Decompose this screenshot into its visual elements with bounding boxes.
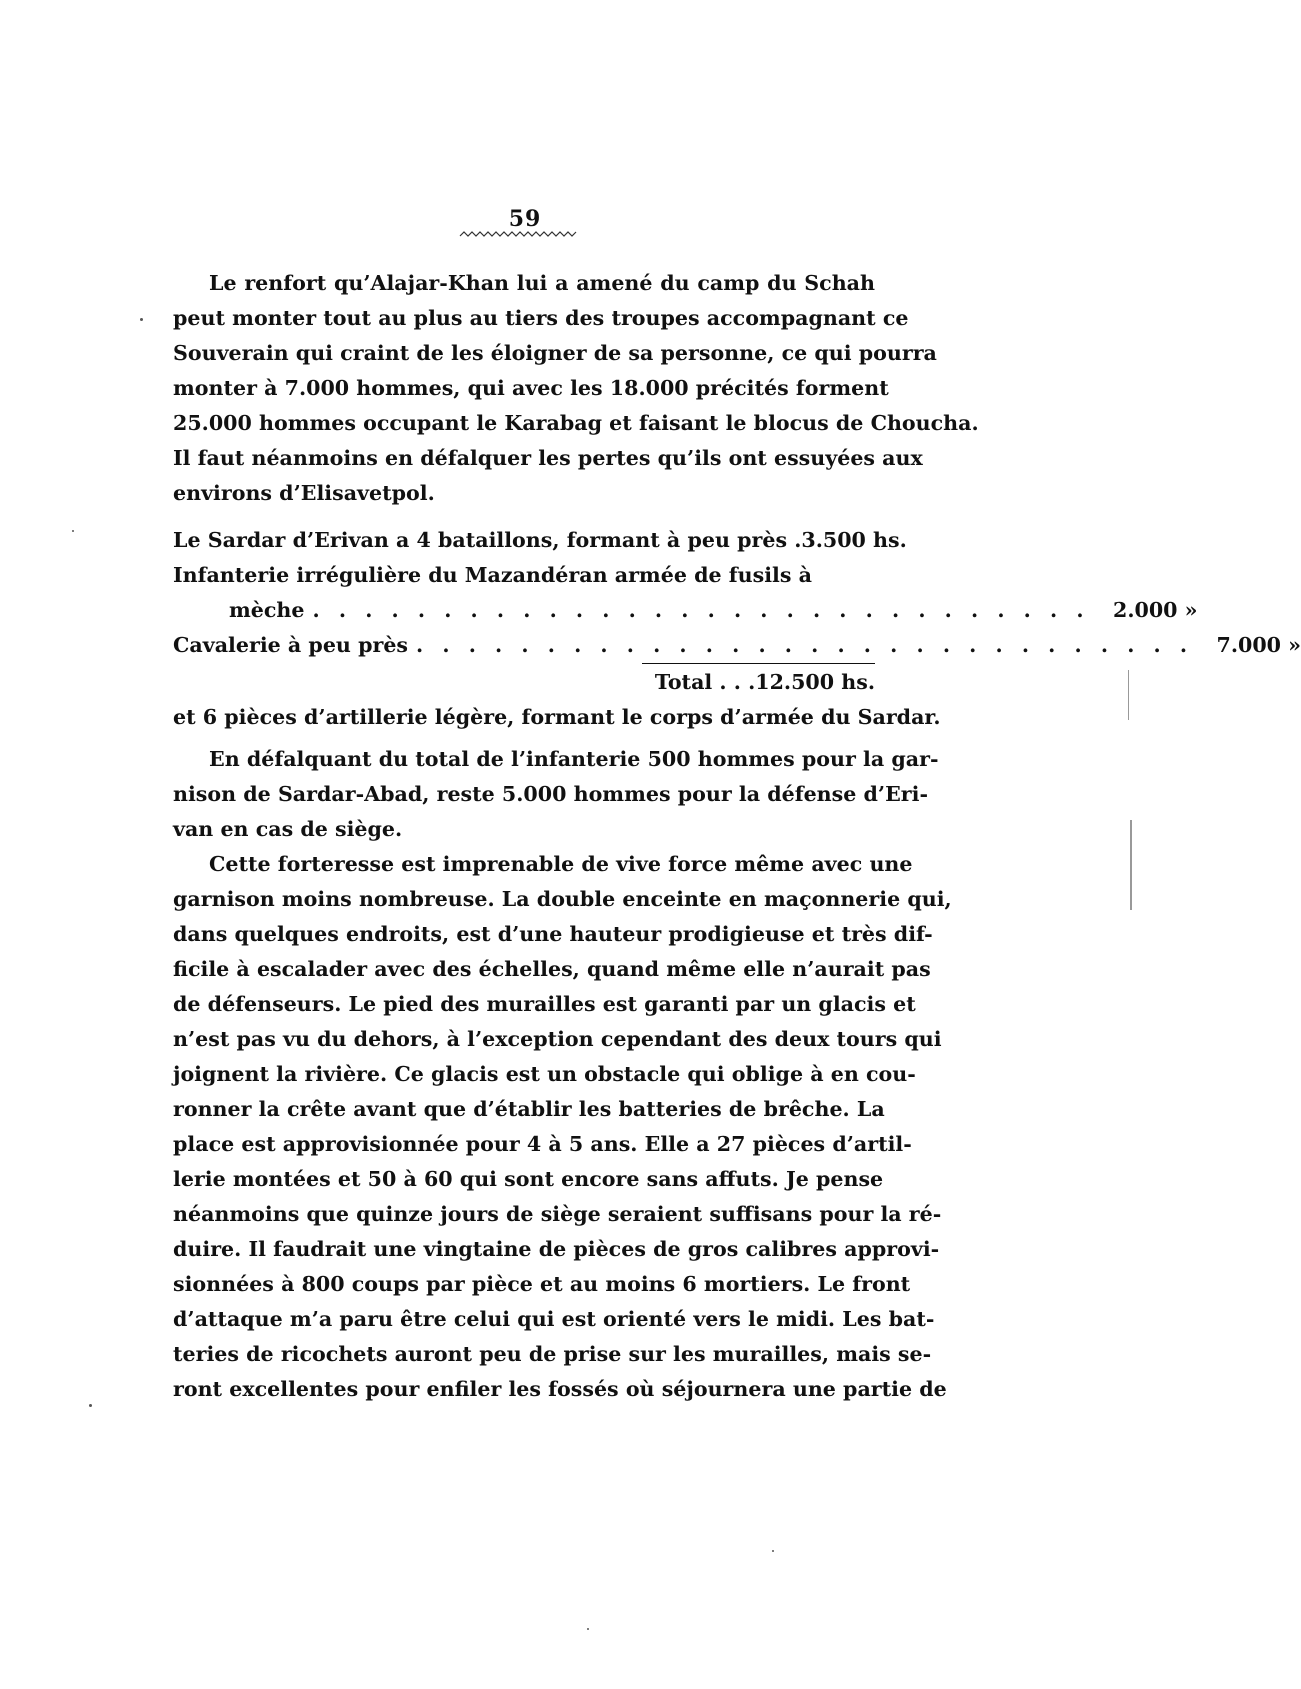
- text-line: de défenseurs. Le pied des murailles est garanti par un glacis et: [173, 992, 916, 1016]
- table-row: [173, 558, 875, 593]
- text-line: Cette forteresse est imprenable de vive force même avec une: [209, 852, 913, 876]
- text-line: nison de Sardar-Abad, reste 5.000 hommes pour la défense d’Eri-: [173, 782, 929, 806]
- table-row: [173, 628, 1301, 663]
- text-line: garnison moins nombreuse. La double enceinte en maçonnerie qui,: [173, 887, 952, 911]
- text-line: ronner la crête avant que d’établir les batteries de brêche. La: [173, 1097, 885, 1121]
- text-line: néanmoins que quinze jours de siège seraient suffisans pour la ré-: [173, 1202, 942, 1226]
- wavy-rule-ornament: [460, 230, 576, 238]
- text-line: Il faut néanmoins en défalquer les pertes qu’ils ont essuyées aux: [173, 446, 923, 470]
- text-line: En défalquant du total de l’infanterie 500 hommes pour la gar-: [209, 747, 939, 771]
- text-line: d’attaque m’a paru être celui qui est orienté vers le midi. Les bat-: [173, 1307, 935, 1331]
- scan-speck: [772, 1550, 774, 1552]
- leader-dots: . . . . . . . . . . . . . . . . . . . . . . . . . . . . . .: [416, 633, 1194, 657]
- scan-edge-mark: [1128, 670, 1129, 720]
- text-line: Souverain qui craint de les éloigner de sa personne, ce qui pourra: [173, 341, 937, 365]
- row-value: 7.000 »: [1216, 633, 1301, 657]
- text-line: ront excellentes pour enfiler les fossés où séjournera une partie de: [173, 1377, 947, 1401]
- text-line: van en cas de siège.: [173, 817, 403, 841]
- text-line: dans quelques endroits, est d’une hauteur prodigieuse et très dif-: [173, 922, 933, 946]
- text-line: place est approvisionnée pour 4 à 5 ans. Elle a 27 pièces d’artil-: [173, 1132, 912, 1156]
- row-label: Le Sardar d’Erivan a 4 bataillons, formant à peu près .: [173, 528, 802, 552]
- paragraph-reinforcements: [173, 266, 979, 511]
- text-line: et 6 pièces d’artillerie légère, formant le corps d’armée du Sardar.: [173, 705, 941, 729]
- table-row: [173, 523, 907, 558]
- troops-table: [173, 523, 1301, 700]
- row-value: 2.000 »: [1113, 598, 1198, 622]
- text-line: joignent la rivière. Ce glacis est un obstacle qui oblige à en cou-: [173, 1062, 916, 1086]
- row-value: 3.500 hs.: [801, 528, 907, 552]
- total-label: Total . . .: [654, 670, 756, 694]
- table-row: [173, 593, 1198, 628]
- scan-speck: [89, 1404, 92, 1407]
- total-rule: [642, 663, 875, 664]
- text-line: duire. Il faudrait une vingtaine de pièces de gros calibres approvi-: [173, 1237, 940, 1261]
- text-line: Le renfort qu’Alajar-Khan lui a amené du camp du Schah: [209, 271, 875, 295]
- page-number: 59: [508, 206, 542, 232]
- text-line: monter à 7.000 hommes, qui avec les 18.000 précités forment: [173, 376, 889, 400]
- text-line: sionnées à 800 coups par pièce et au moins 6 mortiers. Le front: [173, 1272, 911, 1296]
- text-line: peut monter tout au plus au tiers des troupes accompagnant ce: [173, 306, 909, 330]
- scan-speck: [72, 530, 74, 532]
- text-line: lerie montées et 50 à 60 qui sont encore sans affuts. Je pense: [173, 1167, 884, 1191]
- paragraph-garrison: [173, 742, 939, 847]
- leader-dots: . . . . . . . . . . . . . . . . . . . . . . . . . . . . . .: [312, 598, 1090, 622]
- text-line: ficile à escalader avec des échelles, quand même elle n’aurait pas: [173, 957, 931, 981]
- text-line: 25.000 hommes occupant le Karabag et faisant le blocus de Choucha.: [173, 411, 979, 435]
- row-label: Infanterie irrégulière du Mazandéran armée de fusils à: [173, 563, 812, 587]
- text-line: teries de ricochets auront peu de prise sur les murailles, mais se-: [173, 1342, 932, 1366]
- row-label: Cavalerie à peu près: [173, 633, 409, 657]
- text-line: n’est pas vu du dehors, à l’exception cependant des deux tours qui: [173, 1027, 942, 1051]
- scan-edge-mark: [1130, 820, 1132, 910]
- paragraph-fortress: [173, 847, 952, 1407]
- scan-speck: [587, 1628, 589, 1630]
- total-value: 12.500 hs.: [755, 670, 875, 694]
- scan-speck: [140, 318, 143, 321]
- text-line: environs d’Elisavetpol.: [173, 481, 435, 505]
- row-label: mèche: [229, 598, 305, 622]
- table-total-row: [173, 665, 875, 700]
- paragraph-artillery: [173, 700, 941, 735]
